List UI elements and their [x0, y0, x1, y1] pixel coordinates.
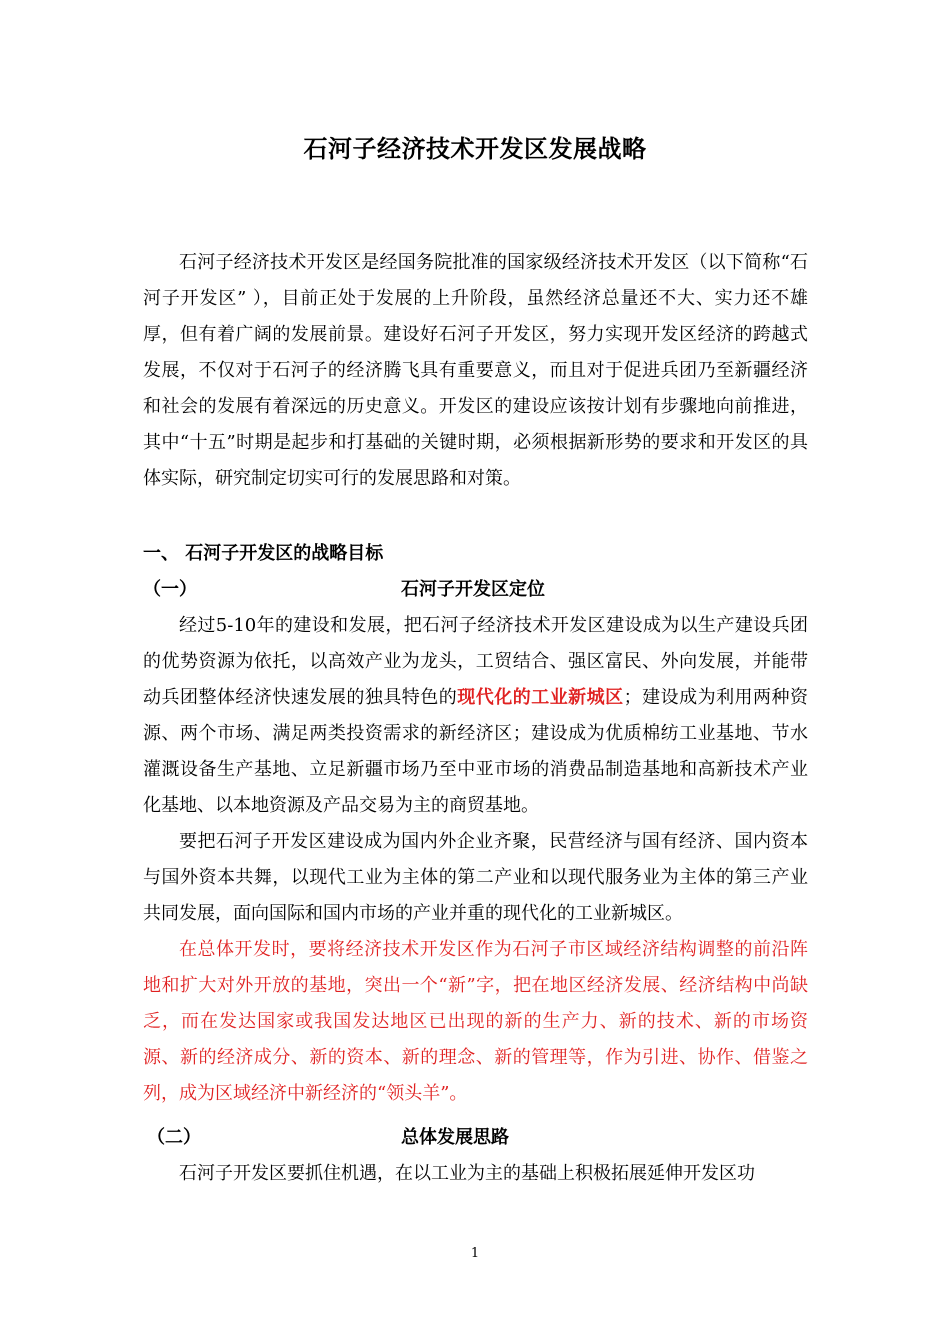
subsection-title: 石河子开发区定位: [401, 579, 545, 600]
intro-block: [143, 245, 808, 497]
red-emphasis-paragraph: 在总体开发时，要将经济技术开发区作为石河子市区域经济结构调整的前沿阵地和扩大对外开放的基地，突出一个“新”字，把在地区经济发展、经济结构中尚缺乏，而在发达国家或我国发达地区已出现的新的生产力、新的技术、新的市场资源、新的经济成分、新的资本、新的理念、新的管理等，作为引进、协作、借鉴之列，成为区域经济中新经济的“领头羊”。: [143, 939, 808, 1104]
section-1-body: [143, 608, 808, 1112]
highlight-text: 现代化的工业新城区: [457, 687, 624, 708]
section-heading-1: 一、 石河子开发区的战略目标: [143, 543, 384, 564]
intro-paragraph: 石河子经济技术开发区是经国务院批准的国家级经济技术开发区（以下简称“石河子开发区” ），目前正处于发展的上升阶段，虽然经济总量还不大、实力还不雄厚，但有着广阔的发展前景。建设好石河子开发区，努力实现开发区经济的跨越式发展，不仅对于石河子的经济腾飞具有重要意义，而且对于促进兵团乃至新疆经济和社会的发展有着深远的历史意义。开发区的建设应该按计划有步骤地向前推进，其中“十五”时期是起步和打基础的关键时期，必须根据新形势的要求和开发区的具体实际，研究制定切实可行的发展思路和对策。: [143, 252, 808, 489]
section-2-body: [143, 1156, 808, 1192]
approach-paragraph: 石河子开发区要抓住机遇，在以工业为主的基础上积极拓展延伸开发区功: [179, 1163, 755, 1184]
subsection-number: （二）: [147, 1127, 201, 1148]
paragraph-text: 经过5-10年的建设和发展，把石河子经济技术开发区建设成为以生产建设兵团的优势资源为依托，以高效产业为龙头，工贸结合、强区富民、外向发展，并能带动兵团整体经济快速发展的独具特色的: [143, 615, 808, 708]
subsection-title: 总体发展思路: [401, 1127, 509, 1148]
goal-paragraph: 要把石河子开发区建设成为国内外企业齐聚，民营经济与国有经济、国内资本与国外资本共舞，以现代工业为主体的第二产业和以现代服务业为主体的第三产业共同发展，面向国际和国内市场的产业并重的现代化的工业新城区。: [143, 831, 808, 924]
subsection-number: （一）: [143, 579, 197, 600]
document-title: 石河子经济技术开发区发展战略: [303, 135, 647, 163]
paragraph-text: ；建设成为利用两种资源、两个市场、满足两类投资需求的新经济区；建设成为优质棉纺工业基地、节水灌溉设备生产基地、立足新疆市场乃至中亚市场的消费品制造基地和高新技术产业化基地、以本地资源及产品交易为主的商贸基地。: [143, 687, 809, 816]
positioning-paragraph: [143, 608, 808, 824]
page-number: 1: [470, 1246, 480, 1261]
